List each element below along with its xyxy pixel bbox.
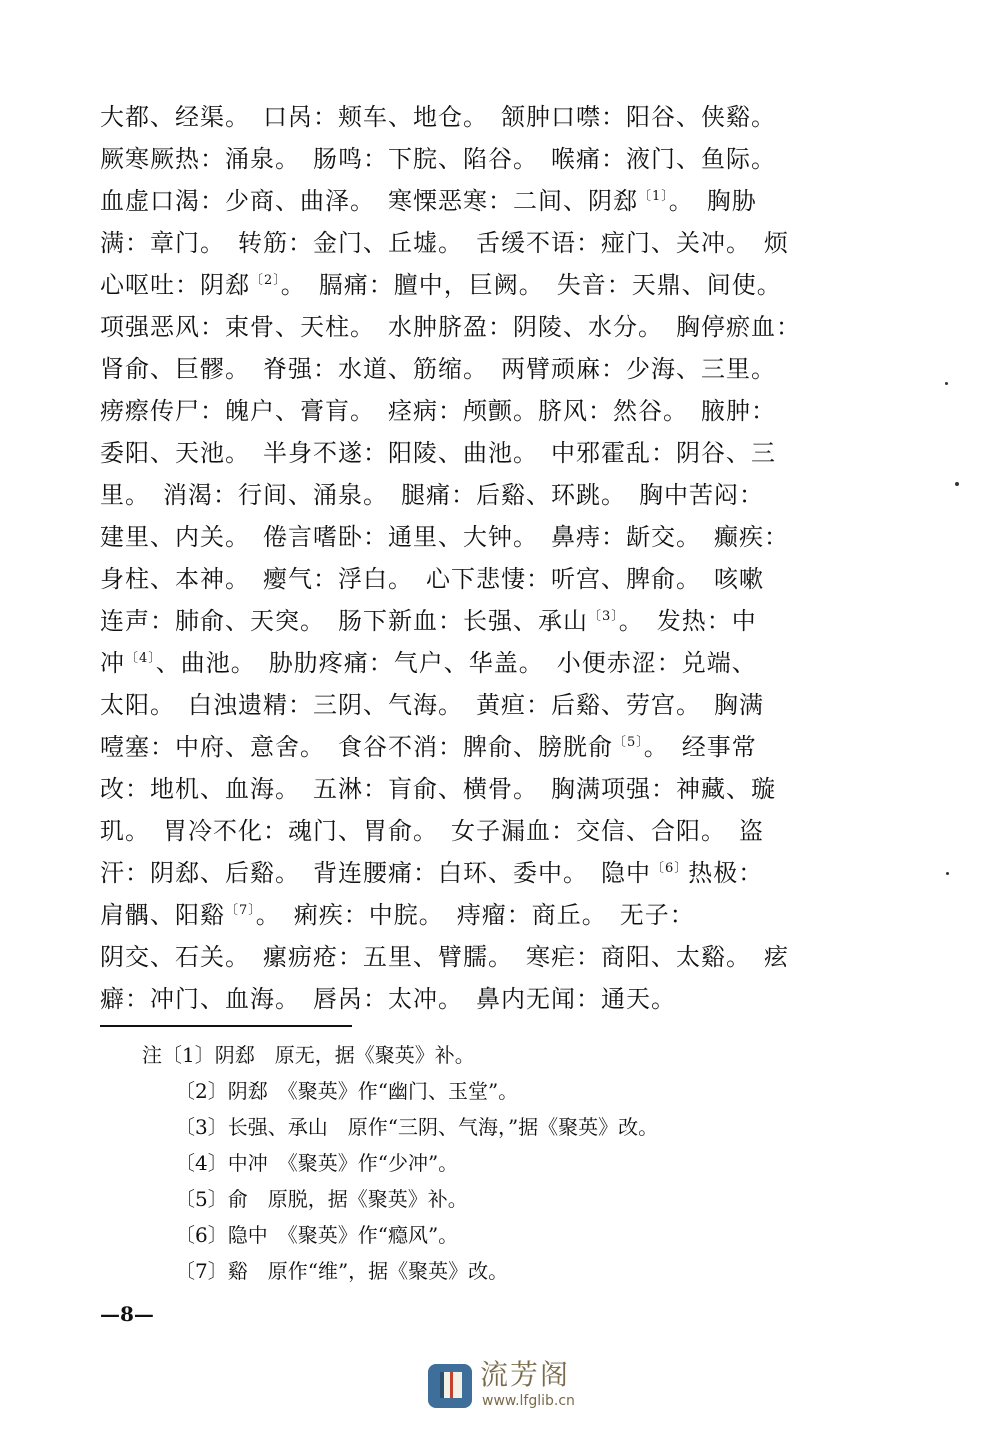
text-line: 里。 消渴：行间、涌泉。 腿痛：后谿、环跳。 胸中苦闷：	[100, 481, 764, 509]
footnote-item: 〔7〕谿 原作“维”，据《聚英》改。	[175, 1259, 509, 1283]
text-segment: 连声：肺俞、天突。 肠下新血：长强、承山	[100, 607, 588, 635]
footnote-item: 〔4〕中冲 《聚英》作“少冲”。	[175, 1151, 459, 1175]
text-line: 厥寒厥热：涌泉。 肠鸣：下脘、陷谷。 喉痛：液门、鱼际。	[100, 145, 776, 173]
text-line: 身柱、本神。 瘿气：浮白。 心下悲悽：听宫、脾俞。 咳嗽	[100, 565, 764, 593]
footnote-mark: 〔5〕	[613, 735, 644, 750]
footnote-mark: 〔6〕	[651, 861, 689, 876]
text-segment: 。 经事常	[643, 733, 757, 761]
footnotes	[142, 1037, 842, 1289]
text-segment: 。 发热：中	[618, 607, 757, 635]
text-line: 玑。 胃冷不化：魂门、胃俞。 女子漏血：交信、合阳。 盗	[100, 817, 764, 845]
text-segment: 血虚口渴：少商、曲泽。 寒慄恶寒：二间、阴郄	[100, 187, 638, 215]
text-segment: 。 膈痛：膻中，巨阙。 失音：天鼎、间使。	[280, 271, 782, 299]
footnote-item: 〔6〕隐中 《聚英》作“瘾风”。	[175, 1223, 459, 1247]
text-line	[100, 894, 860, 936]
footnote-mark: 〔7〕	[225, 903, 256, 918]
text-line	[100, 600, 860, 642]
footnote-mark: 〔1〕	[638, 189, 669, 204]
text-segment: 心呕吐：阴郄	[100, 271, 250, 299]
scan-speck	[945, 382, 948, 385]
watermark	[428, 1358, 588, 1414]
text-segment: 肩髃、阳谿	[100, 901, 225, 929]
text-line	[100, 726, 860, 768]
text-segment: 噎塞：中府、意舍。 食谷不消：脾俞、膀胱俞	[100, 733, 613, 761]
text-line	[100, 180, 860, 222]
footnote-mark: 〔2〕	[250, 273, 281, 288]
text-segment: 、曲池。 胁肋疼痛：气户、华盖。 小便赤涩：兑端、	[155, 649, 757, 677]
footnote-mark: 〔4〕	[125, 651, 156, 666]
scan-speck	[946, 872, 949, 875]
text-line: 肾俞、巨髎。 脊强：水道、筋缩。 两臂顽麻：少海、三里。	[100, 355, 776, 383]
text-line	[100, 264, 860, 306]
text-line: 委阳、天池。 半身不遂：阳陵、曲池。 中邪霍乱：阴谷、三	[100, 439, 776, 467]
watermark-url: www.lfglib.cn	[482, 1393, 575, 1409]
text-line: 建里、内关。 倦言嗜卧：通里、大钟。 鼻痔：龂交。 癫疾：	[100, 523, 789, 551]
text-line: 痨瘵传尸：魄户、膏肓。 痉病：颅颤。脐风：然谷。 腋肿：	[100, 397, 776, 425]
footnote-item: 〔5〕俞 原脱，据《聚英》补。	[175, 1187, 468, 1211]
text-segment: 热极：	[688, 859, 764, 887]
main-text	[100, 96, 860, 1020]
text-line: 阴交、石关。 瘰疬疮：五里、臂臑。 寒疟：商阳、太谿。 痃	[100, 943, 789, 971]
footnote-divider	[100, 1025, 352, 1027]
text-segment: 。 胸胁	[668, 187, 757, 215]
text-segment: 汗：阴郄、后谿。 背连腰痛：白环、委中。 隐中	[100, 859, 651, 887]
footnote-item: 注〔1〕阴郄 原无，据《聚英》补。	[142, 1043, 475, 1067]
text-segment: 冲	[100, 649, 125, 677]
text-line	[100, 852, 860, 894]
text-line: 满：章门。 转筋：金门、丘墟。 舌缓不语：痖门、关冲。 烦	[100, 229, 789, 257]
page-number: —8—	[100, 1302, 154, 1326]
scan-speck	[955, 482, 959, 486]
footnote-mark: 〔3〕	[588, 609, 619, 624]
text-segment: 。 痢疾：中脘。 痔瘤：商丘。 无子：	[255, 901, 695, 929]
text-line: 项强恶风：束骨、天柱。 水肿脐盈：阴陵、水分。 胸停瘀血：	[100, 313, 801, 341]
text-line: 改：地机、血海。 五淋：肓俞、横骨。 胸满项强：神藏、璇	[100, 775, 776, 803]
watermark-title: 流芳阁	[480, 1358, 571, 1391]
book-icon	[428, 1364, 472, 1408]
footnote-item: 〔2〕阴郄 《聚英》作“幽门、玉堂”。	[175, 1079, 519, 1103]
text-line: 大都、经渠。 口呙：颊车、地仓。 颔肿口噤：阳谷、侠谿。	[100, 103, 776, 131]
footnote-item: 〔3〕长强、承山 原作“三阴、气海，”据《聚英》改。	[175, 1115, 659, 1139]
text-line: 癖：冲门、血海。 唇呙：太冲。 鼻内无闻：通天。	[100, 985, 676, 1013]
text-line	[100, 642, 860, 684]
text-line: 太阳。 白浊遗精：三阴、气海。 黄疸：后谿、劳宫。 胸满	[100, 691, 764, 719]
